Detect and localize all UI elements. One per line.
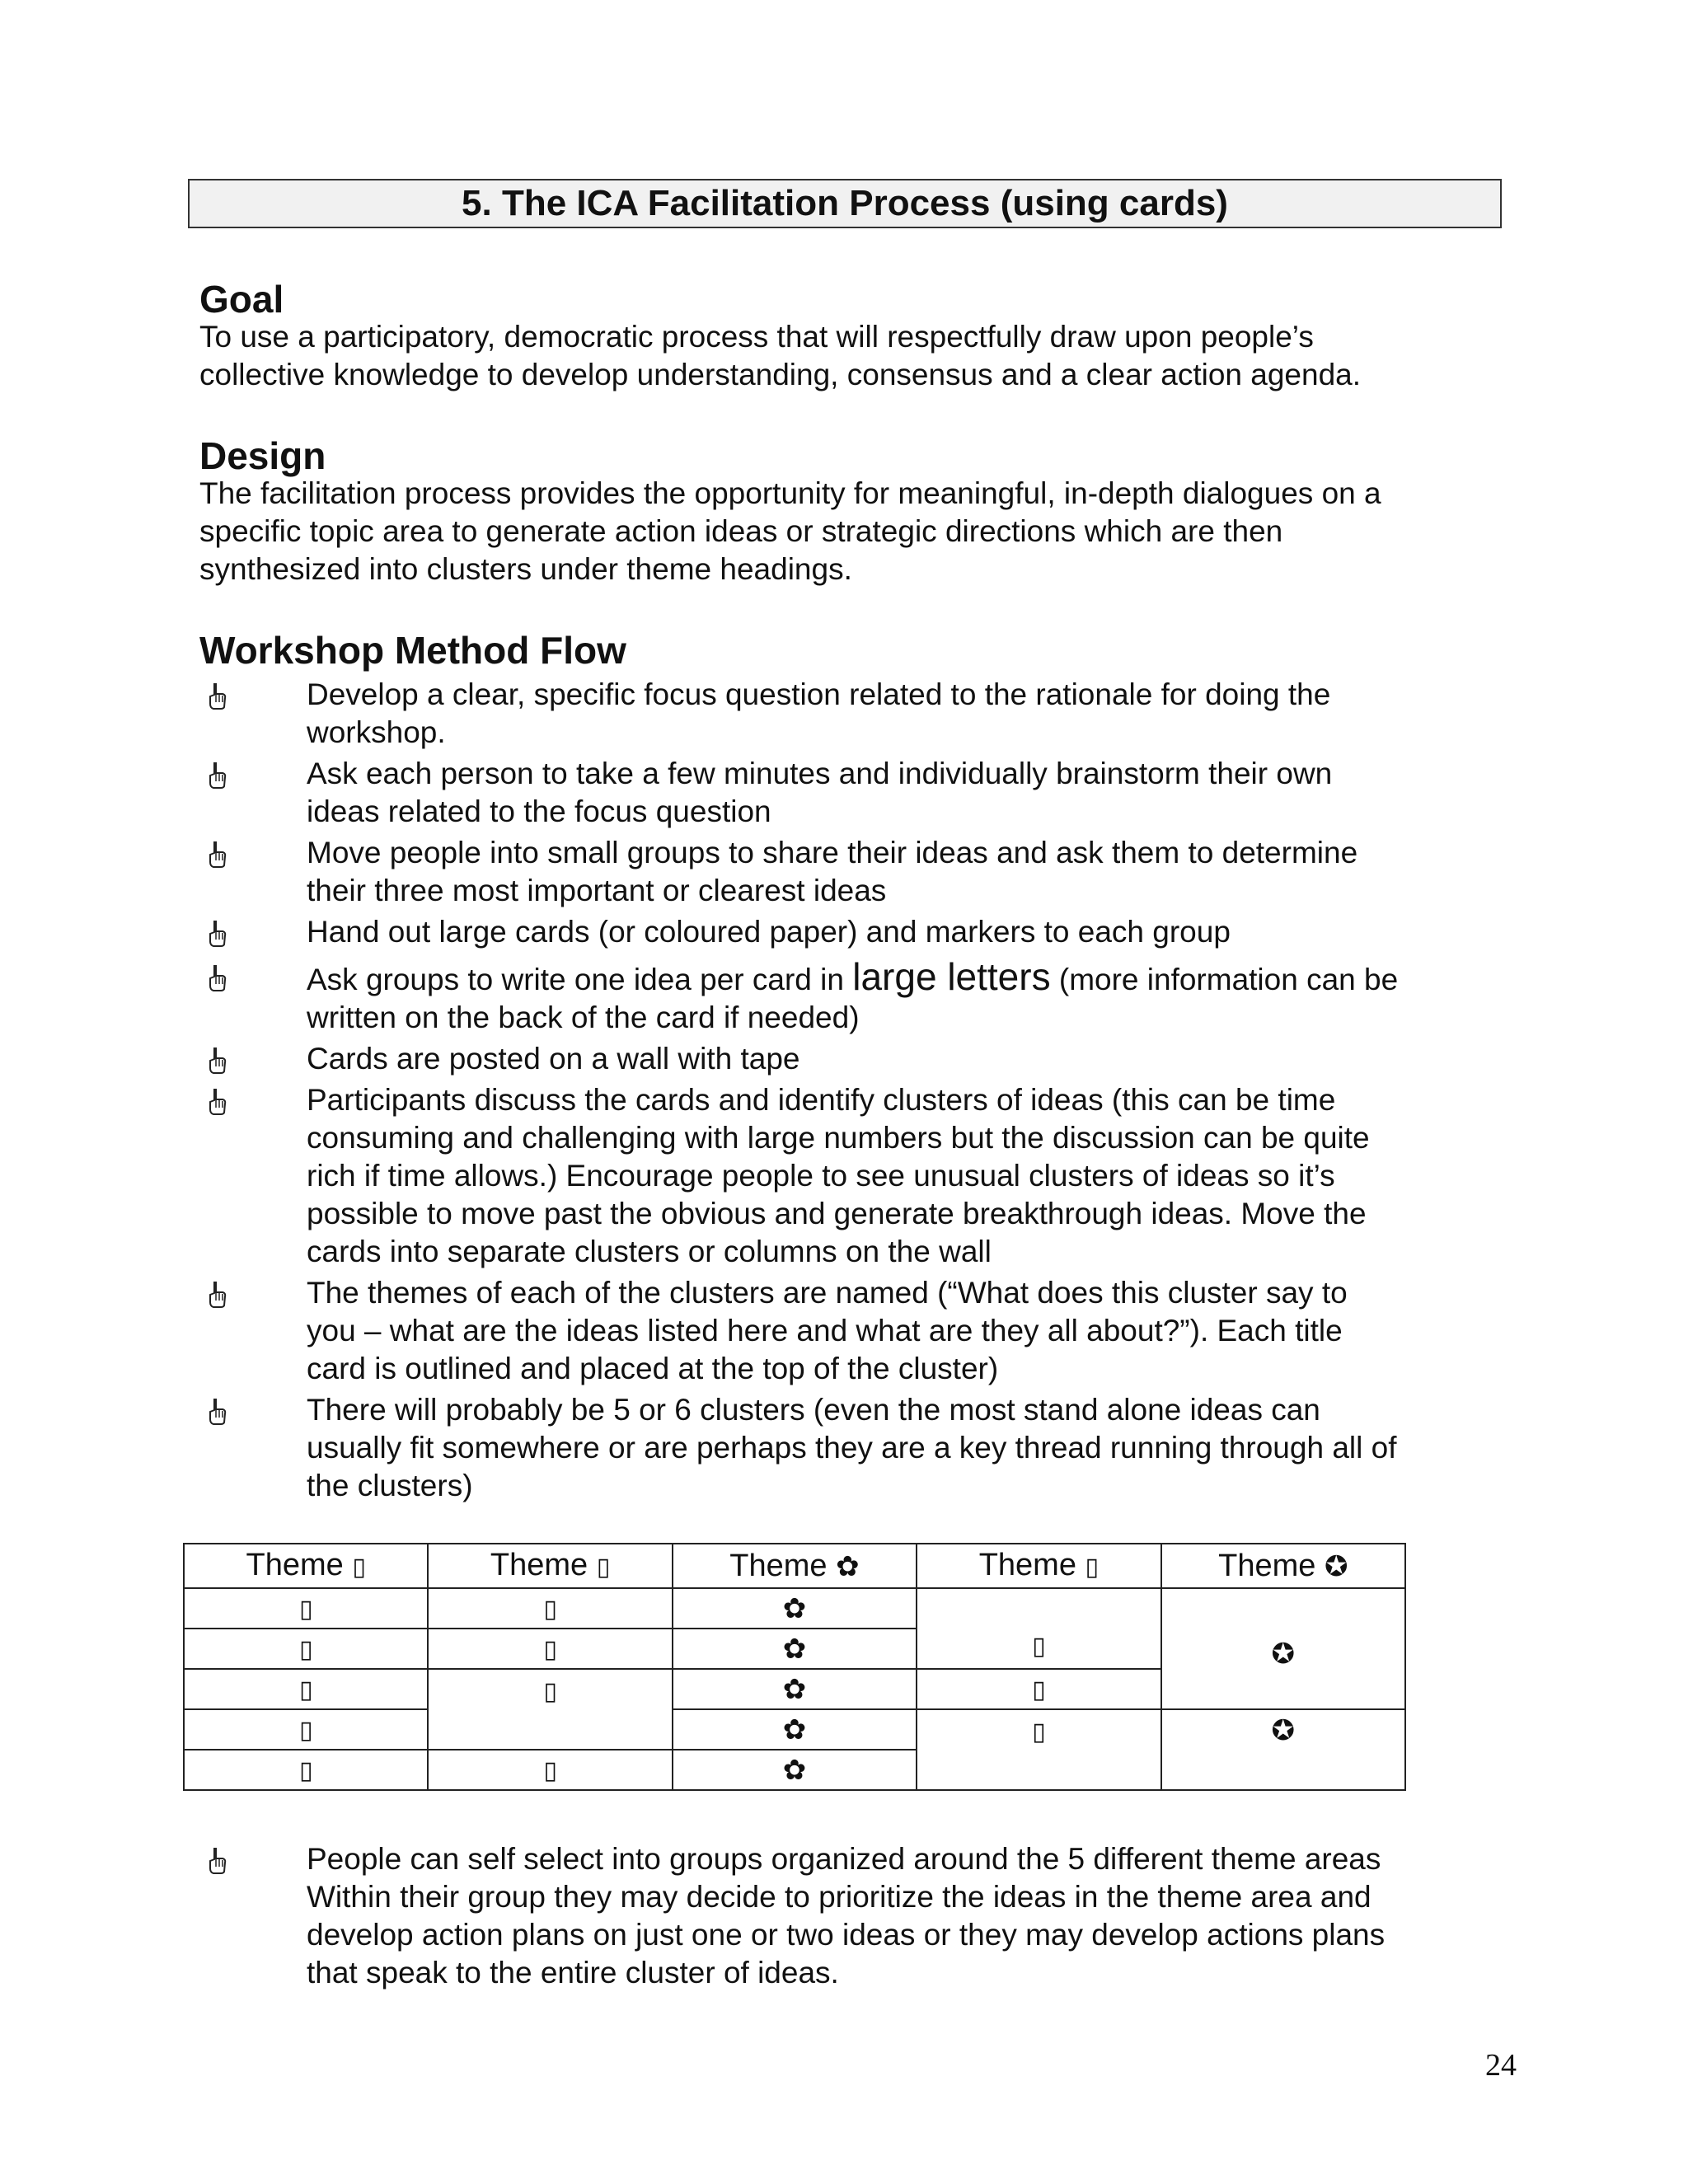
theme-header-label: Theme [490, 1547, 588, 1582]
theme-header [673, 1544, 917, 1588]
theme-header [428, 1544, 672, 1588]
box-icon: ▯ [1085, 1553, 1100, 1581]
pointing-hand-icon [206, 841, 227, 869]
table-cell [184, 1709, 428, 1750]
table-cell [428, 1629, 672, 1669]
design-heading: Design [199, 434, 326, 477]
flower-icon: ✿ [782, 1633, 807, 1665]
list-item-line: People can self select into groups organized around the 5 different theme areas [307, 1842, 1381, 1876]
list-item-line: card is outlined and placed at the top of the cluster) [307, 1352, 999, 1385]
list-item-line: The themes of each of the clusters are named (“What does this cluster say to [307, 1276, 1348, 1310]
theme-header [917, 1544, 1160, 1588]
list-item-line: Move people into small groups to share their ideas and ask them to determine [307, 836, 1358, 869]
list-item-line: rich if time allows.) Encourage people to see unusual clusters of ideas so it’s [307, 1159, 1335, 1193]
table-cell [184, 1669, 428, 1709]
table-row [184, 1588, 1405, 1629]
design-line: synthesized into clusters under theme headings. [199, 552, 852, 586]
box-icon: ▯ [298, 1717, 313, 1744]
table-cell [673, 1709, 917, 1750]
list-item [199, 1274, 1518, 1388]
list-item-line: the clusters) [307, 1469, 473, 1502]
list-item-line: that speak to the entire cluster of ideas. [307, 1956, 839, 1990]
workshop-flow-heading: Workshop Method Flow [199, 629, 626, 672]
flower-icon: ✿ [836, 1550, 860, 1582]
table-cell [673, 1750, 917, 1790]
list-item-line: Develop a clear, specific focus question related to the rationale for doing the [307, 677, 1331, 711]
pointing-hand-icon [206, 1281, 227, 1309]
design-line: specific topic area to generate action ideas or strategic directions which are then [199, 514, 1283, 548]
table-cell [428, 1588, 672, 1629]
list-item [199, 1081, 1518, 1271]
list-item-text: Ask groups to write one idea per card in [307, 963, 853, 996]
box-icon: ▯ [1032, 1718, 1046, 1746]
list-item-line: cards into separate clusters or columns on the wall [307, 1235, 992, 1268]
section-title: 5. The ICA Facilitation Process (using cards) [188, 179, 1502, 228]
list-item [199, 1840, 1518, 1992]
table-cell [917, 1669, 1160, 1709]
list-item [199, 913, 1518, 951]
list-item [199, 955, 1518, 1037]
list-item [199, 755, 1518, 831]
page-number: 24 [1485, 2048, 1517, 2083]
design-text [199, 475, 1518, 588]
table-cell [917, 1709, 1160, 1790]
list-item-line: Participants discuss the cards and identify clusters of ideas (this can be time [307, 1083, 1336, 1117]
list-item-first-line [307, 955, 1518, 999]
final-list [199, 1840, 1518, 1992]
theme-header [1161, 1544, 1405, 1588]
flower-icon: ✿ [782, 1714, 807, 1746]
goal-text [199, 318, 1518, 394]
list-item-line: Within their group they may decide to prioritize the ideas in the theme area and [307, 1880, 1372, 1914]
box-icon: ▯ [298, 1676, 313, 1704]
box-icon: ▯ [543, 1636, 557, 1663]
pointing-hand-icon [206, 762, 227, 790]
table-cell [184, 1750, 428, 1790]
box-icon: ▯ [1032, 1633, 1046, 1660]
star-icon: ✪ [1271, 1638, 1296, 1670]
table-cell [428, 1669, 672, 1750]
table-cell [184, 1588, 428, 1629]
goal-line: collective knowledge to develop understanding, consensus and a clear action agenda. [199, 358, 1362, 391]
workshop-flow-list [199, 676, 1518, 1505]
theme-cluster-table [183, 1543, 1406, 1791]
list-item-line: There will probably be 5 or 6 clusters (even the most stand alone ideas can [307, 1393, 1320, 1427]
list-item [199, 834, 1518, 910]
flower-icon: ✿ [782, 1755, 807, 1786]
pointing-hand-icon [206, 1398, 227, 1426]
list-item-line: Ask each person to take a few minutes and individually brainstorm their own [307, 757, 1333, 790]
list-item-line: usually fit somewhere or are perhaps they are a key thread running through all of [307, 1431, 1397, 1465]
table-cell [1161, 1709, 1405, 1790]
box-icon: ▯ [352, 1553, 366, 1581]
table-cell [184, 1629, 428, 1669]
list-item [199, 1040, 1518, 1078]
table-row [184, 1709, 1405, 1750]
goal-line: To use a participatory, democratic process that will respectfully draw upon people’s [199, 320, 1314, 354]
list-item-line: develop action plans on just one or two ideas or they may develop actions plans [307, 1918, 1386, 1952]
box-icon: ▯ [543, 1757, 557, 1784]
list-item-line: possible to move past the obvious and generate breakthrough ideas. Move the [307, 1197, 1367, 1230]
theme-header-label: Theme [729, 1548, 828, 1583]
list-item-line: Hand out large cards (or coloured paper) and markers to each group [307, 915, 1231, 949]
box-icon: ▯ [596, 1553, 611, 1581]
pointing-hand-icon [206, 1047, 227, 1075]
list-item-line: you – what are the ideas listed here and what are they all about?”). Each title [307, 1314, 1343, 1347]
large-letters-text: large letters [852, 955, 1051, 998]
list-item-line: Cards are posted on a wall with tape [307, 1042, 800, 1076]
box-icon: ▯ [298, 1757, 313, 1784]
list-item-line: their three most important or clearest ideas [307, 874, 887, 907]
theme-header-label: Theme [978, 1547, 1076, 1582]
table-cell [673, 1669, 917, 1709]
theme-header-label: Theme [246, 1547, 344, 1582]
table-cell [428, 1750, 672, 1790]
star-icon: ✪ [1271, 1715, 1296, 1746]
flower-icon: ✿ [782, 1593, 807, 1624]
table-cell [917, 1588, 1160, 1669]
flower-icon: ✿ [782, 1674, 807, 1705]
pointing-hand-icon [206, 964, 227, 992]
pointing-hand-icon [206, 682, 227, 710]
list-item-line: ideas related to the focus question [307, 794, 771, 828]
pointing-hand-icon [206, 1847, 227, 1875]
table-header-row [184, 1544, 1405, 1588]
pointing-hand-icon [206, 1088, 227, 1116]
theme-header [184, 1544, 428, 1588]
pointing-hand-icon [206, 920, 227, 948]
list-item-text: (more information can be [1050, 963, 1399, 996]
star-icon: ✪ [1324, 1550, 1348, 1582]
table-cell [1161, 1588, 1405, 1709]
list-item-line: written on the back of the card if needed) [307, 1001, 860, 1034]
box-icon: ▯ [298, 1636, 313, 1663]
list-item [199, 676, 1518, 752]
list-item-line: consuming and challenging with large numbers but the discussion can be quite [307, 1121, 1370, 1155]
list-item [199, 1391, 1518, 1505]
box-icon: ▯ [298, 1596, 313, 1623]
table-cell [673, 1588, 917, 1629]
goal-heading: Goal [199, 278, 284, 321]
box-icon: ▯ [1032, 1676, 1046, 1704]
box-icon: ▯ [543, 1678, 557, 1705]
design-line: The facilitation process provides the opportunity for meaningful, in-depth dialogues on a [199, 476, 1381, 510]
theme-header-label: Theme [1218, 1548, 1316, 1583]
list-item-line: workshop. [307, 715, 446, 749]
table-cell [673, 1629, 917, 1669]
box-icon: ▯ [543, 1596, 557, 1623]
